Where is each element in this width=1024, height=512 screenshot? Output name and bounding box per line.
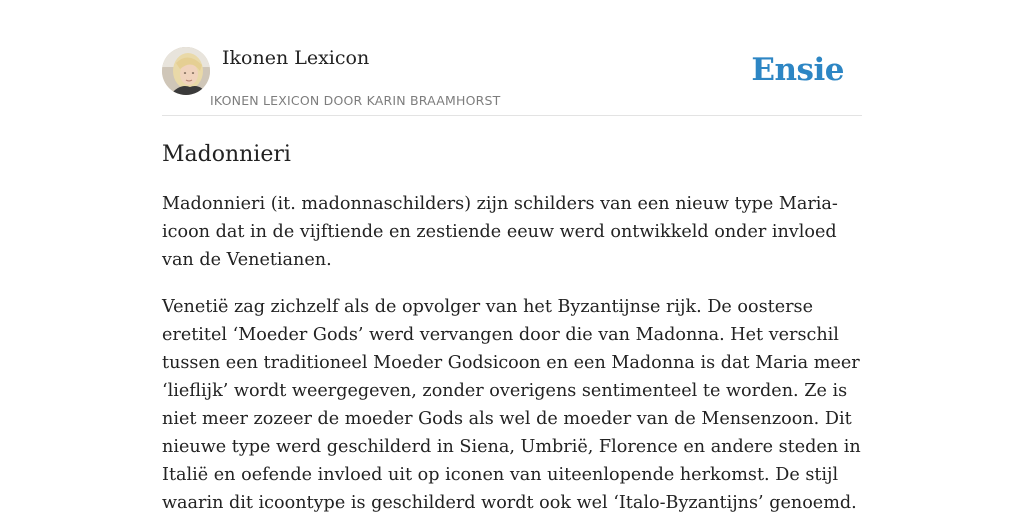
article-title: Madonnieri	[162, 142, 291, 167]
author-header	[162, 0, 862, 116]
content-column	[162, 0, 862, 512]
article-paragraph: Madonnieri (it. madonnaschilders) zijn schilders van een nieuw type Maria-icoon dat in de vijftiende en zestiende eeuw werd ontwikkeld onder invloed van de Venetianen.	[162, 194, 838, 270]
site-subtitle[interactable]: IKONEN LEXICON DOOR KARIN BRAAMHORST	[210, 93, 501, 108]
ensie-logo-link[interactable]: Ensie	[751, 52, 844, 88]
article-paragraph: Venetië zag zichzelf als de opvolger van het Byzantijnse rijk. De oosterse eretitel ‘Moeder Gods’ werd vervangen door die van Madonna. Het verschil tussen een traditioneel Moeder Godsicoon en een Madonna is dat Maria meer ‘lieflijk’ wordt weergegeven, zonder overigens sentimenteel te worden. Ze is niet meer zozeer de moeder Gods als wel de moeder van de Mensenzoon. Dit nieuwe type werd geschilderd in Siena, Umbrië, Florence en andere steden in Italië en oefende invloed uit op iconen van uiteenlopende herkomst. De stijl waarin dit icoontype is geschilderd wordt ook wel ‘Italo-Byzantijns’ genoemd.	[162, 297, 861, 512]
author-avatar[interactable]	[162, 47, 210, 95]
author-photo-icon	[162, 47, 210, 95]
site-title[interactable]: Ikonen Lexicon	[222, 47, 370, 69]
